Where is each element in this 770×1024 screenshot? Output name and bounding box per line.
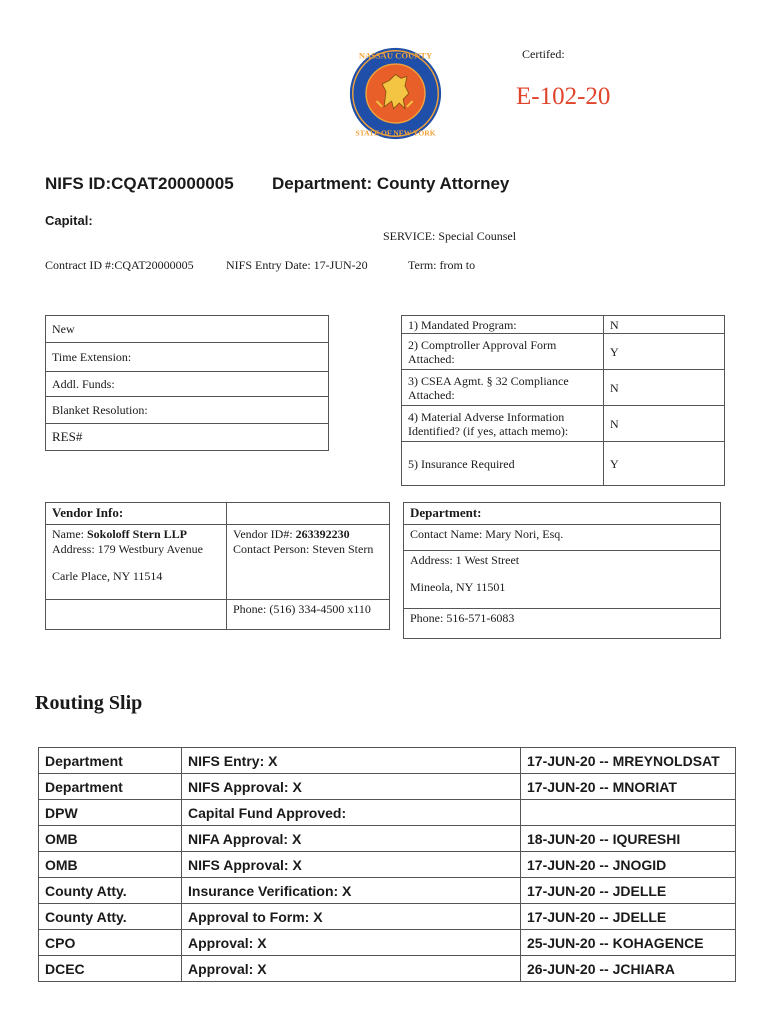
routing-signoff: 26-JUN-20 -- JCHIARA bbox=[521, 956, 736, 982]
mandate-value: Y bbox=[604, 334, 725, 370]
status-res-number[interactable]: RES# bbox=[52, 429, 83, 444]
document-number: E-102-20 bbox=[516, 83, 611, 110]
routing-row bbox=[39, 956, 736, 982]
vendor-id-cell bbox=[227, 525, 390, 600]
capital-label: Capital: bbox=[45, 213, 93, 228]
routing-signoff: 17-JUN-20 -- MNORIAT bbox=[521, 774, 736, 800]
routing-row bbox=[39, 852, 736, 878]
status-options-box bbox=[45, 315, 329, 451]
vendor-name: Sokoloff Stern LLP bbox=[87, 527, 188, 541]
routing-slip-title: Routing Slip bbox=[35, 692, 143, 714]
vendor-id: 263392230 bbox=[295, 527, 350, 541]
status-addl-funds[interactable]: Addl. Funds: bbox=[46, 372, 328, 397]
routing-row bbox=[39, 904, 736, 930]
routing-department: OMB bbox=[39, 852, 182, 878]
routing-department: Department bbox=[39, 748, 182, 774]
routing-department: DPW bbox=[39, 800, 182, 826]
routing-department: CPO bbox=[39, 930, 182, 956]
routing-signoff: 25-JUN-20 -- KOHAGENCE bbox=[521, 930, 736, 956]
vendor-heading-blank bbox=[227, 503, 390, 525]
nifs-id: NIFS ID:CQAT20000005 bbox=[45, 174, 234, 193]
vendor-city: Carle Place, NY 11514 bbox=[52, 569, 163, 583]
routing-action: Approval: X bbox=[182, 930, 521, 956]
svg-text:STATE OF NEW YORK: STATE OF NEW YORK bbox=[355, 128, 436, 138]
vendor-contact: Contact Person: Steven Stern bbox=[233, 542, 374, 556]
routing-department: DCEC bbox=[39, 956, 182, 982]
routing-row bbox=[39, 748, 736, 774]
routing-signoff: 17-JUN-20 -- JDELLE bbox=[521, 904, 736, 930]
routing-action: Insurance Verification: X bbox=[182, 878, 521, 904]
mandate-value: N bbox=[604, 406, 725, 442]
routing-row bbox=[39, 878, 736, 904]
mandate-label: 5) Insurance Required bbox=[402, 442, 604, 486]
mandate-value: Y bbox=[604, 442, 725, 486]
department-address: Address: 1 West Street bbox=[410, 553, 520, 567]
routing-action: Approval: X bbox=[182, 956, 521, 982]
routing-action: Capital Fund Approved: bbox=[182, 800, 521, 826]
vendor-blank-cell bbox=[46, 600, 227, 630]
department-contact: Contact Name: Mary Nori, Esq. bbox=[404, 525, 721, 551]
status-time-extension[interactable]: Time Extension: bbox=[46, 343, 328, 372]
county-seal-icon bbox=[348, 46, 443, 141]
status-new[interactable]: New bbox=[46, 316, 328, 343]
mandate-value: N bbox=[604, 370, 725, 406]
routing-department: Department bbox=[39, 774, 182, 800]
term: Term: from to bbox=[408, 258, 476, 272]
routing-department: County Atty. bbox=[39, 904, 182, 930]
service-label: SERVICE: Special Counsel bbox=[383, 229, 517, 243]
department-address-cell bbox=[404, 551, 721, 609]
vendor-id-label: Vendor ID#: bbox=[233, 527, 296, 541]
routing-row bbox=[39, 800, 736, 826]
routing-table bbox=[38, 747, 736, 982]
routing-signoff bbox=[521, 800, 736, 826]
routing-signoff: 18-JUN-20 -- IQURESHI bbox=[521, 826, 736, 852]
mandates-table bbox=[401, 315, 725, 486]
routing-signoff: 17-JUN-20 -- JDELLE bbox=[521, 878, 736, 904]
certified-label: Certifed: bbox=[522, 47, 565, 61]
routing-action: Approval to Form: X bbox=[182, 904, 521, 930]
vendor-address-cell bbox=[46, 525, 227, 600]
mandate-value: N bbox=[604, 316, 725, 334]
nifs-entry-date: NIFS Entry Date: 17-JUN-20 bbox=[226, 258, 368, 272]
vendor-phone: Phone: (516) 334-4500 x110 bbox=[227, 600, 390, 630]
routing-action: NIFA Approval: X bbox=[182, 826, 521, 852]
routing-action: NIFS Entry: X bbox=[182, 748, 521, 774]
department-phone: Phone: 516-571-6083 bbox=[404, 609, 721, 639]
routing-row bbox=[39, 826, 736, 852]
department-city: Mineola, NY 11501 bbox=[410, 580, 506, 594]
routing-department: County Atty. bbox=[39, 878, 182, 904]
vendor-heading: Vendor Info: bbox=[46, 503, 227, 525]
routing-signoff: 17-JUN-20 -- MREYNOLDSAT bbox=[521, 748, 736, 774]
vendor-address: Address: 179 Westbury Avenue bbox=[52, 542, 203, 556]
routing-row bbox=[39, 930, 736, 956]
vendor-name-label: Name: bbox=[52, 527, 87, 541]
mandate-label: 3) CSEA Agmt. § 32 Compliance Attached: bbox=[402, 370, 604, 406]
routing-department: OMB bbox=[39, 826, 182, 852]
mandate-label: 1) Mandated Program: bbox=[402, 316, 604, 334]
status-blanket-resolution[interactable]: Blanket Resolution: bbox=[46, 397, 328, 424]
contract-id: Contract ID #:CQAT20000005 bbox=[45, 258, 194, 272]
vendor-info-table bbox=[45, 502, 390, 630]
svg-text:NASSAU COUNTY: NASSAU COUNTY bbox=[358, 50, 433, 61]
routing-row bbox=[39, 774, 736, 800]
routing-action: NIFS Approval: X bbox=[182, 774, 521, 800]
department-title: Department: County Attorney bbox=[272, 174, 510, 193]
routing-action: NIFS Approval: X bbox=[182, 852, 521, 878]
department-heading: Department: bbox=[404, 503, 721, 525]
department-info-table bbox=[403, 502, 721, 639]
mandate-label: 4) Material Adverse Information Identified? (if yes, attach memo): bbox=[402, 406, 604, 442]
mandate-label: 2) Comptroller Approval Form Attached: bbox=[402, 334, 604, 370]
routing-signoff: 17-JUN-20 -- JNOGID bbox=[521, 852, 736, 878]
